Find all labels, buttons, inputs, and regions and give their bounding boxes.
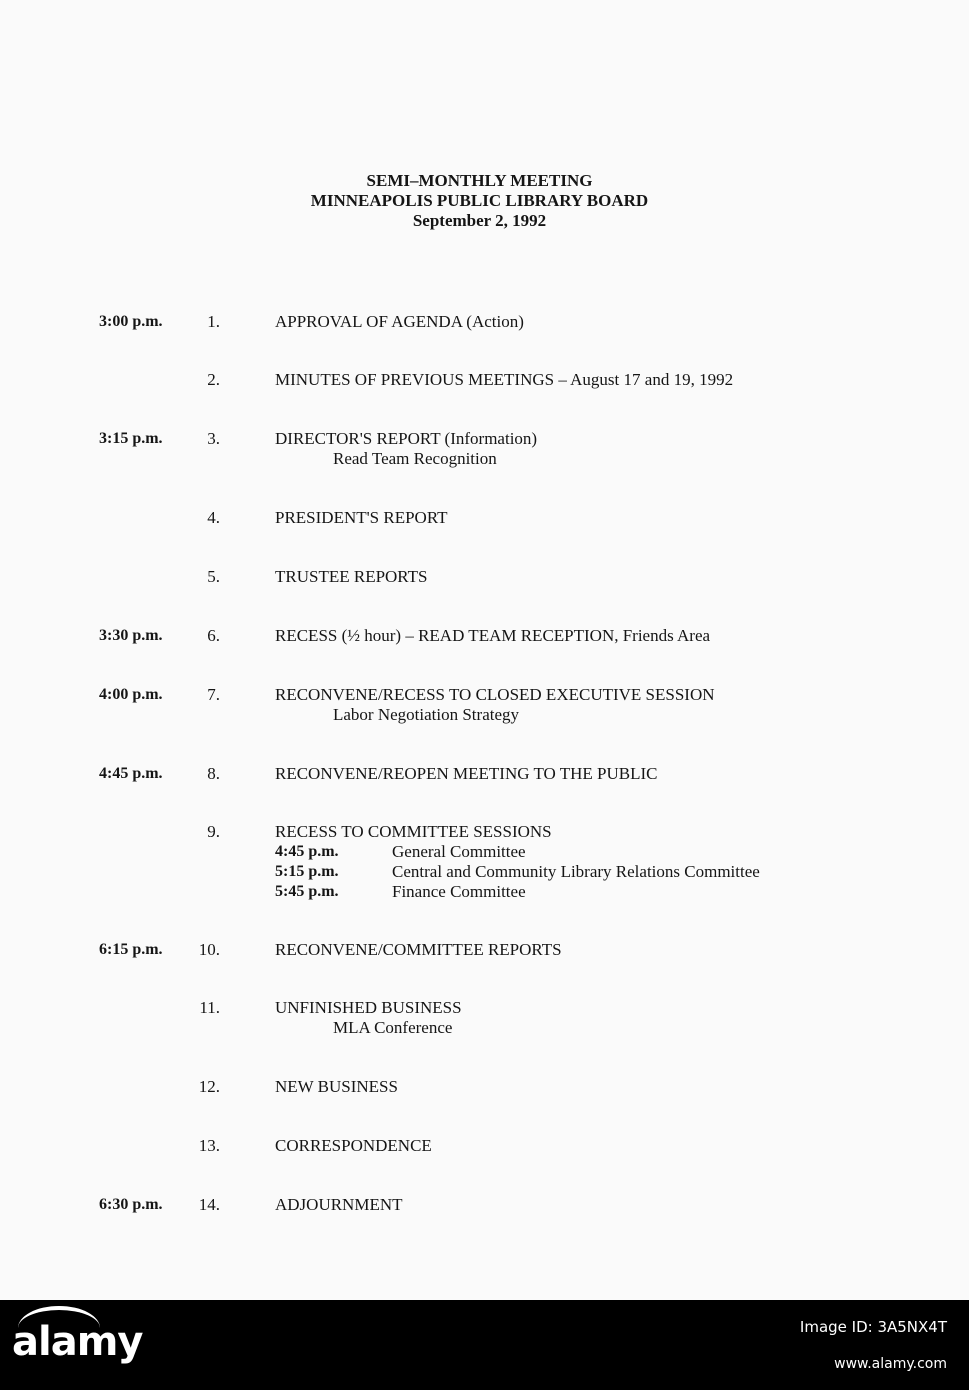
image-id: Image ID: 3A5NX4T [799, 1318, 947, 1336]
committee-session-time: 5:15 p.m. [275, 863, 339, 880]
committee-session-time: 4:45 p.m. [275, 843, 339, 860]
agenda-number: 8. [207, 764, 220, 783]
meeting-date: September 2, 1992 [412, 211, 547, 230]
agenda-number: 13. [198, 1136, 220, 1155]
agenda-number: 3. [207, 429, 220, 448]
agenda-title: RECONVENE/COMMITTEE REPORTS [275, 940, 562, 959]
agenda-title: TRUSTEE REPORTS [275, 567, 428, 586]
agenda-title: CORRESPONDENCE [275, 1136, 432, 1155]
agenda-number: 7. [207, 685, 220, 704]
agenda-number: 14. [198, 1195, 220, 1214]
agenda-time: 4:00 p.m. [99, 686, 163, 703]
agenda-number: 9. [207, 822, 220, 841]
agenda-number: 4. [207, 508, 220, 527]
organization-name: MINNEAPOLIS PUBLIC LIBRARY BOARD [310, 191, 649, 210]
agenda-subitem: MLA Conference [333, 1018, 453, 1037]
agenda-time: 4:45 p.m. [99, 765, 163, 782]
site-url: www.alamy.com [834, 1356, 947, 1372]
agenda-title: UNFINISHED BUSINESS [275, 998, 462, 1017]
agenda-time: 3:30 p.m. [99, 627, 163, 644]
meeting-type: SEMI–MONTHLY MEETING [366, 171, 593, 190]
agenda-time: 6:30 p.m. [99, 1196, 163, 1213]
committee-session-name: General Committee [392, 842, 526, 861]
agenda-title: RECESS (½ hour) – READ TEAM RECEPTION, Friends Area [275, 626, 711, 645]
document-header [0, 171, 959, 231]
agenda-number: 5. [207, 567, 220, 586]
committee-session-time: 5:45 p.m. [275, 883, 339, 900]
committee-session-name: Central and Community Library Relations Committee [392, 862, 760, 881]
agenda-title: PRESIDENT'S REPORT [275, 508, 448, 527]
agenda-title: RECONVENE/REOPEN MEETING TO THE PUBLIC [275, 764, 658, 783]
agenda-number: 12. [198, 1077, 220, 1096]
agenda-title: DIRECTOR'S REPORT (Information) [275, 429, 538, 448]
agenda-title: MINUTES OF PREVIOUS MEETINGS – August 17 and 19, 1992 [275, 370, 734, 389]
agenda-time: 3:15 p.m. [99, 430, 163, 447]
agenda-number: 6. [207, 626, 220, 645]
agenda-title: NEW BUSINESS [275, 1077, 398, 1096]
agenda-title: RECONVENE/RECESS TO CLOSED EXECUTIVE SESSION [275, 685, 715, 704]
committee-session-name: Finance Committee [392, 882, 526, 901]
agenda-title: RECESS TO COMMITTEE SESSIONS [275, 822, 552, 841]
agenda-title: ADJOURNMENT [275, 1195, 403, 1214]
agenda-number: 1. [207, 312, 220, 331]
agenda-number: 11. [199, 998, 220, 1017]
agenda-number: 2. [207, 370, 220, 389]
brand-name: alamy [12, 1319, 143, 1365]
agenda-subitem: Read Team Recognition [333, 449, 497, 468]
watermark-footer [0, 1300, 969, 1390]
alamy-logo [12, 1300, 162, 1390]
agenda-subitem: Labor Negotiation Strategy [333, 705, 520, 724]
agenda-number: 10. [198, 940, 220, 959]
agenda-time: 6:15 p.m. [99, 941, 163, 958]
agenda-title: APPROVAL OF AGENDA (Action) [275, 312, 524, 331]
agenda-time: 3:00 p.m. [99, 313, 163, 330]
